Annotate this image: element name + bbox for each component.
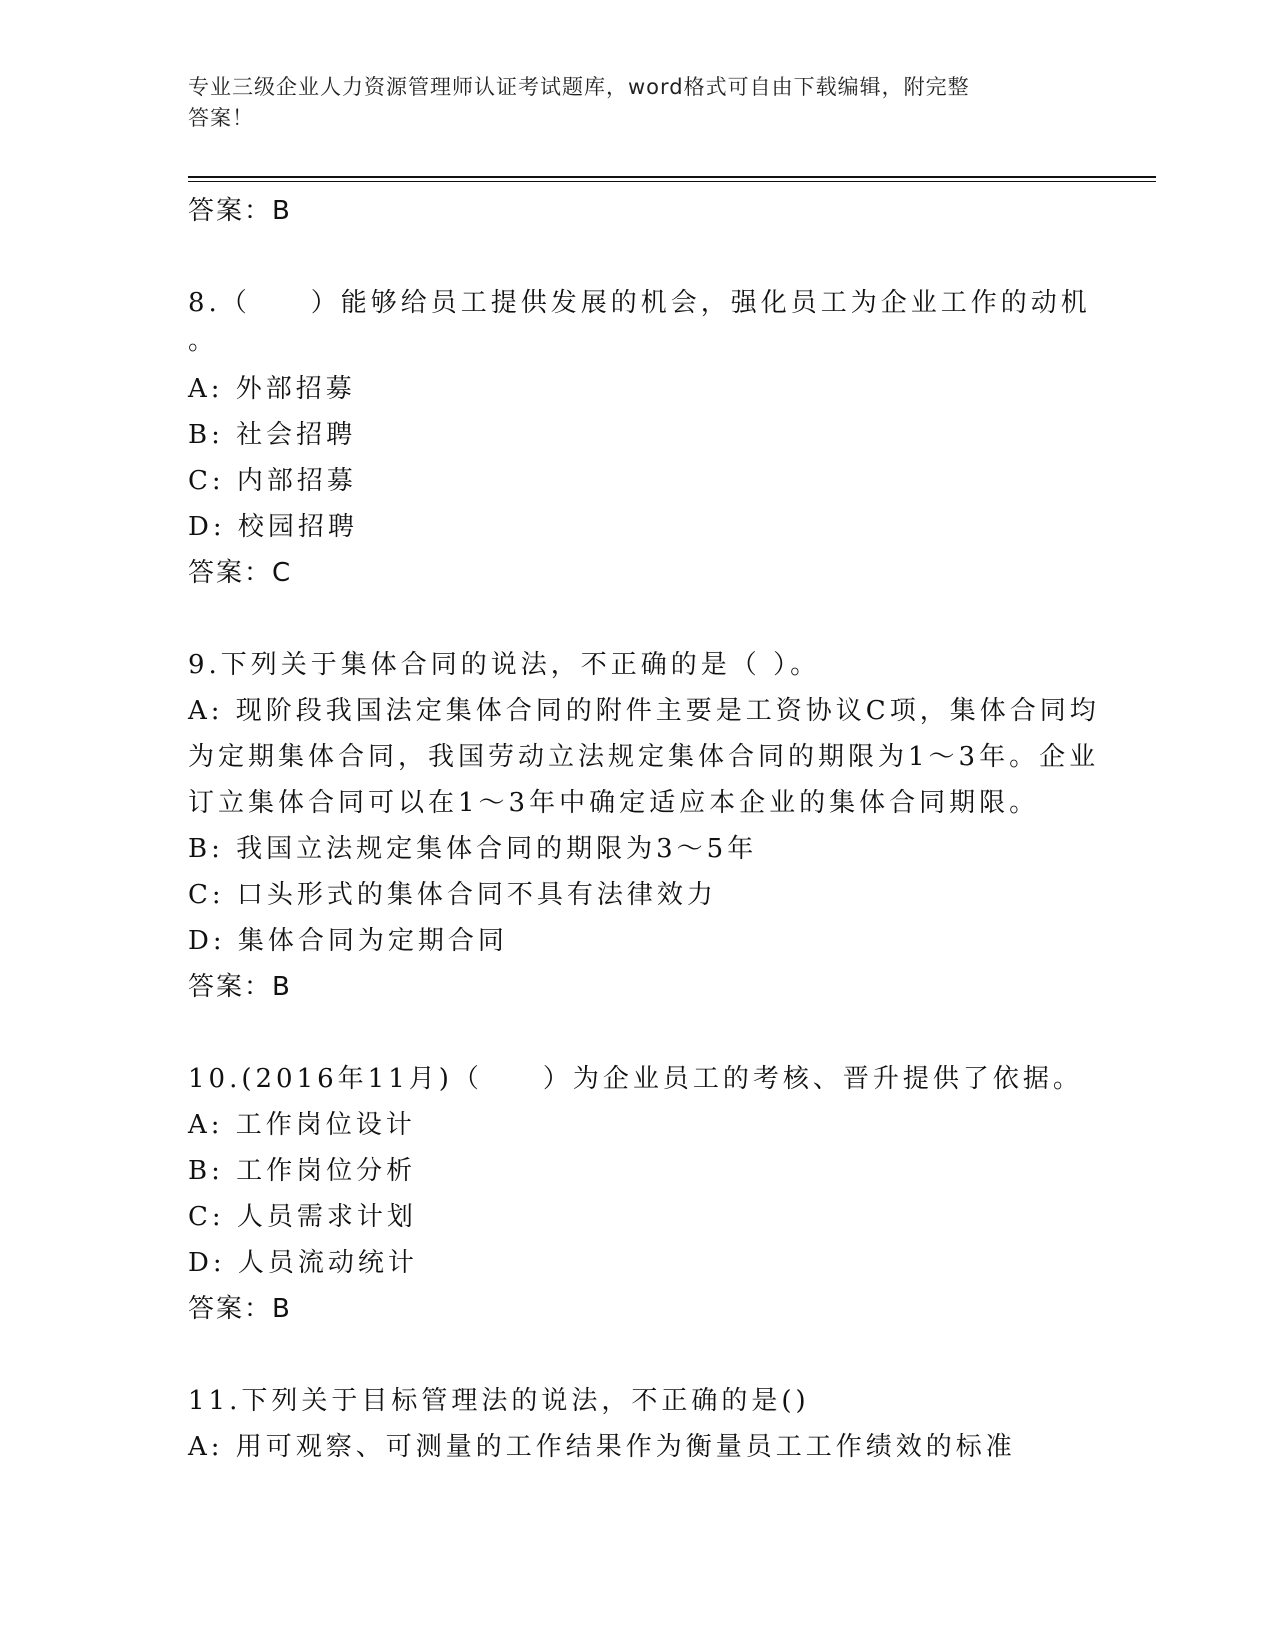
question-10-option-b: B: 工作岗位分析 (188, 1156, 417, 1186)
spacer (188, 1010, 1088, 1056)
question-11-stem: 11.下列关于目标管理法的说法，不正确的是() (188, 1386, 810, 1416)
question-9-option-a-line-1: A: 现阶段我国法定集体合同的附件主要是工资协议C项，集体合同均 (188, 696, 1100, 726)
question-9-stem: 9.下列关于集体合同的说法，不正确的是（ ）。 (188, 650, 821, 680)
question-8-option-b: B: 社会招聘 (188, 420, 357, 450)
answer-line: 答案：B (188, 196, 292, 226)
header-rule-thick (188, 176, 1156, 178)
question-11-option-a: A: 用可观察、可测量的工作结果作为衡量员工工作绩效的标准 (188, 1432, 1016, 1462)
question-9-answer: 答案：B (188, 972, 292, 1002)
question-10-answer: 答案：B (188, 1294, 292, 1324)
page-header (188, 72, 1088, 134)
spacer (188, 1332, 1088, 1378)
spacer (188, 596, 1088, 642)
question-9-option-d: D: 集体合同为定期合同 (188, 926, 508, 956)
question-9-option-a-line-2: 为定期集体合同，我国劳动立法规定集体合同的期限为1～3年。企业 (188, 742, 1100, 772)
question-8-continuation: 。 (188, 326, 219, 356)
question-10-option-c: C: 人员需求计划 (188, 1202, 417, 1232)
question-10-option-d: D: 人员流动统计 (188, 1248, 418, 1278)
header-line-1: 专业三级企业人力资源管理师认证考试题库，word格式可自由下载编辑，附完整 (188, 75, 970, 99)
question-8-stem: 8.（ ）能够给员工提供发展的机会，强化员工为企业工作的动机 (188, 288, 1091, 318)
question-10-stem: 10.(2016年11月)（ ）为企业员工的考核、晋升提供了依据。 (188, 1064, 1083, 1094)
question-10-option-a: A: 工作岗位设计 (188, 1110, 416, 1140)
question-9-option-b: B: 我国立法规定集体合同的期限为3～5年 (188, 834, 758, 864)
question-9-option-a-line-3: 订立集体合同可以在1～3年中确定适应本企业的集体合同期限。 (188, 788, 1040, 818)
header-rule-thin (188, 181, 1156, 182)
question-8-option-c: C: 内部招募 (188, 466, 357, 496)
header-line-2: 答案！ (188, 106, 254, 130)
question-8-answer: 答案：C (188, 558, 293, 588)
question-8-option-d: D: 校园招聘 (188, 512, 358, 542)
document-body (188, 188, 1100, 1470)
spacer (188, 234, 1088, 280)
question-9-option-c: C: 口头形式的集体合同不具有法律效力 (188, 880, 717, 910)
question-8-option-a: A: 外部招募 (188, 374, 356, 404)
